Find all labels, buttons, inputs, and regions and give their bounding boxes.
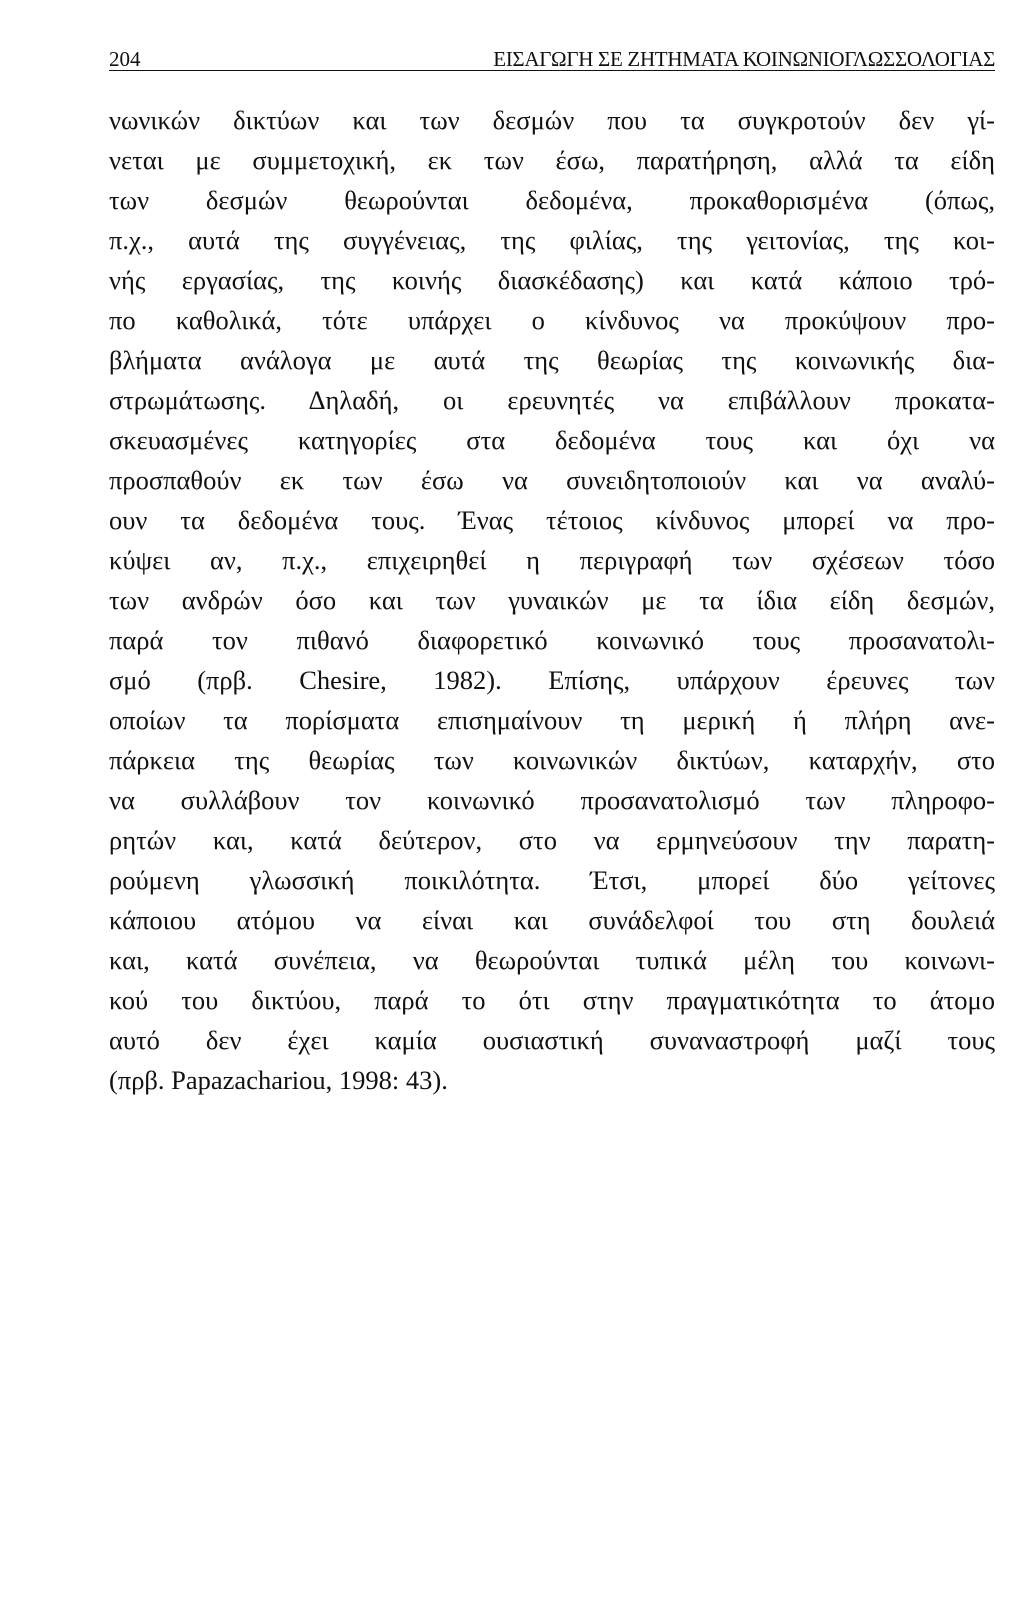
text-line: παρά τον πιθανό διαφορετικό κοινωνικό τους προσανατολι-	[109, 625, 995, 655]
text-line: των ανδρών όσο και των γυναικών με τα ίδια είδη δεσμών,	[109, 585, 995, 615]
text-line: νεται με συμμετοχική, εκ των έσω, παρατήρηση, αλλά τα είδη	[109, 145, 995, 175]
text-line: (πρβ. Papazachariou, 1998: 43).	[109, 1065, 448, 1095]
text-line: αυτό δεν έχει καμία ουσιαστική συναναστροφή μαζί τους	[109, 1025, 995, 1055]
text-line: νωνικών δικτύων και των δεσμών που τα συγκροτούν δεν γί-	[109, 105, 995, 135]
running-title: ΕΙΣΑΓΩΓΗ ΣΕ ΖΗΤΗΜΑΤΑ ΚΟΙΝΩΝΙΟΓΛΩΣΣΟΛΟΓΙΑΣ	[493, 47, 995, 71]
text-line: σκευασμένες κατηγορίες στα δεδομένα τους και όχι να	[109, 425, 995, 455]
text-line: στρωμάτωσης. Δηλαδή, οι ερευνητές να επιβάλλουν προκατα-	[109, 385, 995, 415]
body-paragraph	[109, 100, 995, 1100]
text-line: κάποιου ατόμου να είναι και συνάδελφοί του στη δουλειά	[109, 905, 995, 935]
text-line: των δεσμών θεωρούνται δεδομένα, προκαθορισμένα (όπως,	[109, 185, 995, 215]
text-line: νής εργασίας, της κοινής διασκέδασης) και κατά κάποιο τρό-	[109, 265, 995, 295]
text-line: να συλλάβουν τον κοινωνικό προσανατολισμό των πληροφο-	[109, 785, 995, 815]
text-line: βλήματα ανάλογα με αυτά της θεωρίας της κοινωνικής δια-	[109, 345, 995, 375]
text-line: προσπαθούν εκ των έσω να συνειδητοποιούν και να αναλύ-	[109, 465, 995, 495]
text-line: πάρκεια της θεωρίας των κοινωνικών δικτύων, καταρχήν, στο	[109, 745, 995, 775]
text-line: π.χ., αυτά της συγγένειας, της φιλίας, της γειτονίας, της κοι-	[109, 225, 995, 255]
page-header	[109, 44, 995, 74]
text-line: ρητών και, κατά δεύτερον, στο να ερμηνεύσουν την παρατη-	[109, 825, 995, 855]
text-line: ρούμενη γλωσσική ποικιλότητα. Έτσι, μπορεί δύο γείτονες	[109, 865, 995, 895]
text-line: σμό (πρβ. Chesire, 1982). Επίσης, υπάρχουν έρευνες των	[109, 665, 995, 695]
page-number: 204	[109, 47, 141, 71]
text-line: οποίων τα πορίσματα επισημαίνουν τη μερική ή πλήρη ανε-	[109, 705, 995, 735]
text-line: ουν τα δεδομένα τους. Ένας τέτοιος κίνδυνος μπορεί να προ-	[109, 505, 995, 535]
header-rule	[109, 70, 995, 71]
text-line: πο καθολικά, τότε υπάρχει ο κίνδυνος να προκύψουν προ-	[109, 305, 995, 335]
text-line: κού του δικτύου, παρά το ότι στην πραγματικότητα το άτομο	[109, 985, 995, 1015]
text-line: κύψει αν, π.χ., επιχειρηθεί η περιγραφή των σχέσεων τόσο	[109, 545, 995, 575]
text-line: και, κατά συνέπεια, να θεωρούνται τυπικά μέλη του κοινωνι-	[109, 945, 995, 975]
